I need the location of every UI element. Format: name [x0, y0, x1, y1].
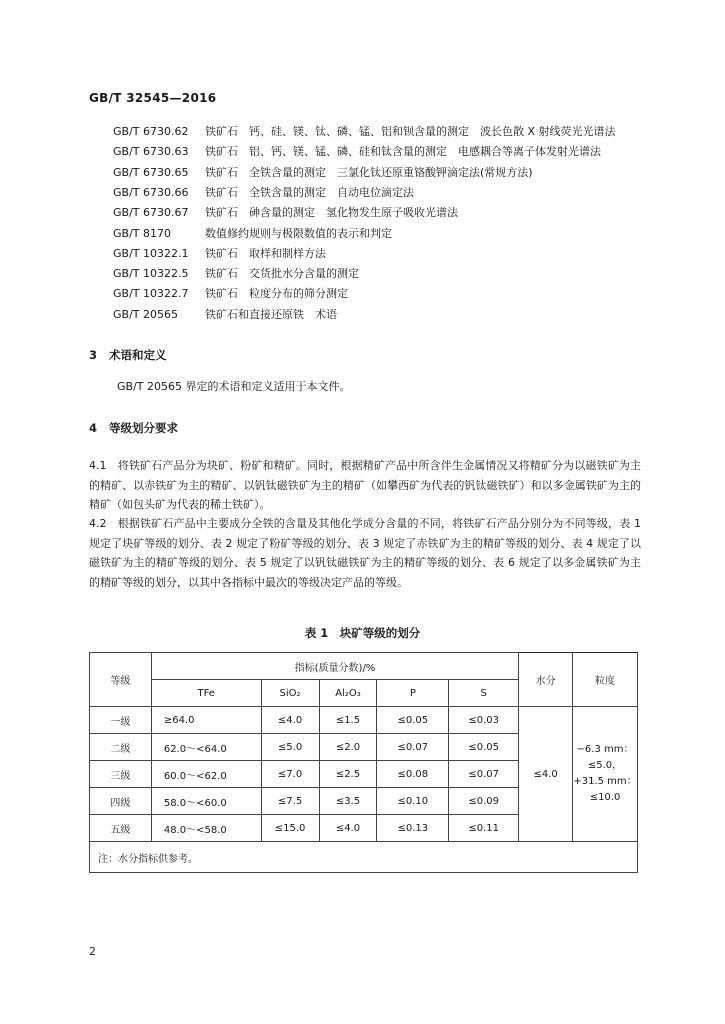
reference-item — [113, 164, 533, 180]
value-cell: ≥64.0 — [151, 707, 261, 734]
reference-item — [113, 265, 359, 281]
reference-item — [113, 306, 337, 322]
value-cell: 60.0～<62.0 — [151, 761, 261, 788]
value-cell: ≤0.07 — [377, 734, 449, 761]
page-number: 2 — [89, 945, 96, 958]
section-title: 等级划分要求 — [109, 421, 178, 435]
reference-item — [113, 225, 392, 241]
value-cell: ≤0.05 — [377, 707, 449, 734]
value-cell: ≤0.08 — [377, 761, 449, 788]
reference-title: 铁矿石 全铁含量的测定 自动电位滴定法 — [205, 185, 414, 199]
paragraph-4-2: 4.2 根据铁矿石产品中主要成分全铁的含量及其他化学成分含量的不同，将铁矿石产品分别分为不同等级，表 1 规定了块矿等级的划分、表 2 规定了粉矿等级的划分、表 3 规定了赤铁矿为主的精矿等级的划分、表 4 规定了以磁铁矿为主的精矿等级的划分、表 5 规定了以钒钛磁铁矿为主的精矿等级的划分、表 6 规定了以多金属铁矿为主的精矿等级的划分，以其中各指标中最次的等级决定产品的等级。 — [89, 517, 641, 589]
reference-title: 数值修约规则与极限数值的表示和判定 — [205, 226, 392, 240]
reference-code: GB/T 10322.1 — [113, 246, 189, 260]
value-cell: ≤0.11 — [449, 815, 519, 842]
grade-cell: 三级 — [90, 761, 152, 788]
reference-title: 铁矿石 粒度分布的筛分测定 — [205, 287, 348, 301]
reference-code: GB/T 6730.62 — [113, 125, 189, 138]
column-header: S — [449, 680, 519, 707]
grade-cell: 五级 — [90, 815, 152, 842]
reference-code: GB/T 6730.66 — [113, 185, 189, 199]
size-line: −6.3 mm： — [576, 744, 634, 755]
reference-code: GB/T 10322.5 — [113, 267, 189, 281]
table-row — [90, 707, 638, 734]
value-cell: ≤7.0 — [261, 761, 319, 788]
size-header: 粒度 — [573, 653, 638, 707]
reference-code: GB/T 6730.65 — [113, 165, 189, 179]
grade-cell: 四级 — [90, 788, 152, 815]
reference-title: 铁矿石 铝、钙、镁、锰、磷、硅和钛含量的测定 电感耦合等离子体发射光谱法 — [205, 145, 601, 159]
reference-title: 铁矿石 取样和制样方法 — [205, 246, 326, 260]
reference-code: GB/T 20565 — [113, 307, 178, 321]
value-cell: ≤0.07 — [449, 761, 519, 788]
size-line: +31.5 mm： — [573, 776, 637, 787]
reference-code: GB/T 6730.67 — [113, 206, 189, 220]
reference-item — [113, 204, 458, 220]
grade-table — [89, 652, 638, 873]
value-cell: ≤3.5 — [319, 788, 377, 815]
section-3-heading — [89, 347, 167, 363]
value-cell: ≤2.5 — [319, 761, 377, 788]
table-body — [90, 707, 638, 842]
value-cell: ≤15.0 — [261, 815, 319, 842]
reference-title: 铁矿石 钙、硅、镁、钛、磷、锰、铝和钡含量的测定 波长色散 X 射线荧光光谱法 — [205, 125, 616, 138]
value-cell: ≤4.0 — [319, 815, 377, 842]
value-cell: ≤0.09 — [449, 788, 519, 815]
column-header: P — [377, 680, 449, 707]
column-header: Al₂O₃ — [319, 680, 377, 707]
grade-cell: 二级 — [90, 734, 152, 761]
grade-header: 等级 — [90, 653, 152, 707]
reference-title: 铁矿石和直接还原铁 术语 — [205, 307, 337, 321]
size-line: ≤10.0 — [589, 792, 621, 803]
column-header: TFe — [151, 680, 261, 707]
moisture-cell: ≤4.0 — [519, 707, 573, 842]
section-4-heading — [89, 420, 178, 436]
section-number: 4 — [89, 421, 98, 435]
value-cell: ≤0.10 — [377, 788, 449, 815]
reference-item — [113, 245, 326, 261]
value-cell: ≤0.13 — [377, 815, 449, 842]
column-header: SiO₂ — [261, 680, 319, 707]
value-cell: 58.0～<60.0 — [151, 788, 261, 815]
table-note: 注：水分指标供参考。 — [90, 842, 638, 873]
value-cell: ≤0.05 — [449, 734, 519, 761]
reference-item — [113, 285, 348, 301]
reference-title: 铁矿石 交货批水分含量的测定 — [205, 267, 359, 281]
paragraph-4-1: 4.1 将铁矿石产品分为块矿、粉矿和精矿。同时，根据精矿产品中所含伴生金属情况又将精矿分为以磁铁矿为主的精矿、以赤铁矿为主的精矿、以钒钛磁铁矿为主的精矿（如攀西矿为代表的钒钛磁铁矿）和以多金属铁矿为主的精矿（如包头矿为代表的稀土铁矿）。 — [89, 459, 641, 511]
table-caption: 表 1 块矿等级的划分 — [304, 626, 421, 640]
value-cell: ≤0.03 — [449, 707, 519, 734]
value-cell: ≤7.5 — [261, 788, 319, 815]
reference-item — [113, 184, 414, 200]
value-cell: ≤5.0 — [261, 734, 319, 761]
reference-title: 铁矿石 砷含量的测定 氢化物发生原子吸收光谱法 — [205, 206, 458, 220]
reference-item — [113, 123, 616, 139]
document-header: GB/T 32545—2016 — [89, 91, 217, 105]
grade-cell: 一级 — [90, 707, 152, 734]
section-title: 术语和定义 — [109, 348, 167, 362]
section-number: 3 — [89, 348, 98, 362]
reference-code: GB/T 8170 — [113, 226, 171, 240]
size-cell — [573, 707, 638, 842]
reference-item — [113, 143, 601, 159]
reference-title: 铁矿石 全铁含量的测定 三氯化钛还原重铬酸钾滴定法(常规方法) — [205, 165, 533, 179]
reference-code: GB/T 10322.7 — [113, 287, 189, 301]
value-cell: ≤2.0 — [319, 734, 377, 761]
section-3-text: GB/T 20565 界定的术语和定义适用于本文件。 — [117, 380, 351, 393]
index-group-header: 指标(质量分数)/% — [151, 653, 518, 680]
value-cell: ≤4.0 — [261, 707, 319, 734]
reference-code: GB/T 6730.63 — [113, 145, 189, 159]
size-line: ≤5.0， — [587, 760, 623, 771]
value-cell: 48.0～<58.0 — [151, 815, 261, 842]
value-cell: 62.0～<64.0 — [151, 734, 261, 761]
moisture-header: 水分 — [519, 653, 573, 707]
value-cell: ≤1.5 — [319, 707, 377, 734]
